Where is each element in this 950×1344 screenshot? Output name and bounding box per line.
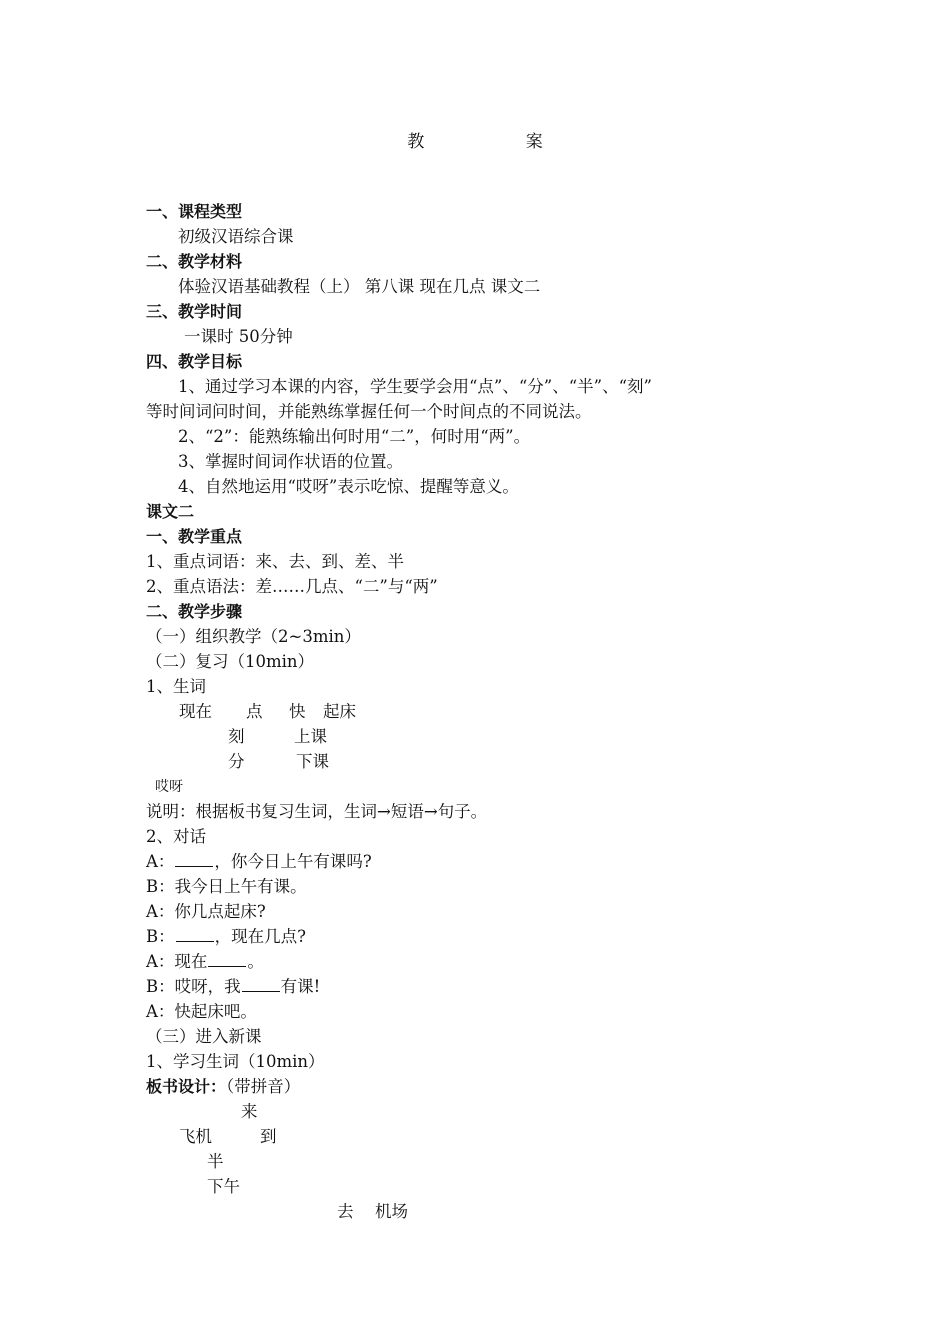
section-goals-heading: 四、教学目标 (146, 352, 243, 371)
course-type-text: 初级汉语综合课 (178, 227, 294, 246)
section-time-heading: 三、教学时间 (146, 302, 243, 321)
vocab-word: 点 (246, 702, 263, 721)
vocab-word: 下课 (296, 752, 329, 771)
materials-text: 体验汉语基础教程（上） 第八课 现在几点 课文二 (178, 277, 541, 296)
key-words: 1、重点词语：来、去、到、差、半 (146, 552, 404, 571)
board-design-note: （带拼音） (226, 1077, 301, 1096)
vocab-word: 哎呀 (155, 779, 183, 795)
dialog-line: B：哎呀，我 有课! (146, 977, 321, 996)
goal-1-line-2: 等时间词问时间，并能熟练掌握任何一个时间点的不同说法。 (146, 402, 592, 421)
key-grammar: 2、重点语法：差……几点、“二”与“两” (146, 577, 438, 596)
dialog-line: A：现在 。 (146, 952, 264, 971)
text-two-heading: 课文二 (146, 502, 195, 521)
key-points-heading: 一、教学重点 (146, 527, 243, 546)
vocab-word: 快 (289, 702, 306, 721)
new-vocab-heading: 1、学习生词（10min） (146, 1052, 325, 1071)
fill-blank (208, 950, 246, 967)
fill-blank (176, 925, 214, 942)
board-word: 机场 (375, 1202, 408, 1221)
step-review: （二）复习（10min） (146, 652, 315, 671)
vocab-word: 分 (228, 752, 245, 771)
dialog-line: A：快起床吧。 (146, 1002, 257, 1021)
board-design-label: 板书设计： (146, 1077, 227, 1096)
time-text: 一课时 50分钟 (184, 327, 293, 346)
vocab-word: 现在 (179, 702, 212, 721)
step-new-lesson: （三）进入新课 (146, 1027, 262, 1046)
dialog-line: A： ，你今日上午有课吗? (146, 852, 372, 871)
fill-blank (242, 975, 280, 992)
dialog-line: B： ，现在几点? (146, 927, 306, 946)
review-note: 说明：根据板书复习生词，生词→短语→句子。 (146, 802, 488, 821)
dialog-heading: 2、对话 (146, 827, 206, 846)
board-word: 下午 (207, 1177, 240, 1196)
goal-2: 2、“2”：能熟练输出何时用“二”，何时用“两”。 (178, 427, 531, 446)
vocab-word: 起床 (323, 702, 356, 721)
board-word: 去 (337, 1202, 354, 1221)
dialog-line: B：我今日上午有课。 (146, 877, 307, 896)
teaching-steps-heading: 二、教学步骤 (146, 602, 243, 621)
section-materials-heading: 二、教学材料 (146, 252, 243, 271)
board-word: 到 (260, 1127, 277, 1146)
vocab-word: 刻 (228, 727, 245, 746)
fill-blank (175, 850, 213, 867)
board-word: 飞机 (179, 1127, 212, 1146)
goal-3: 3、掌握时间词作状语的位置。 (178, 452, 403, 471)
goal-4: 4、自然地运用“哎呀”表示吃惊、提醒等意义。 (178, 477, 519, 496)
board-word: 来 (241, 1102, 258, 1121)
step-organize: （一）组织教学（2~3min） (146, 627, 361, 646)
board-design-line (146, 1075, 300, 1099)
section-course-type-heading: 一、课程类型 (146, 202, 243, 221)
dialog-line: A：你几点起床? (146, 902, 266, 921)
board-word: 半 (207, 1152, 224, 1171)
document-title: 教 案 (407, 132, 591, 152)
vocab-heading: 1、生词 (146, 677, 206, 696)
goal-1-line-1: 1、通过学习本课的内容，学生要学会用“点”、“分”、“半”、“刻” (178, 377, 652, 396)
vocab-word: 上课 (294, 727, 327, 746)
